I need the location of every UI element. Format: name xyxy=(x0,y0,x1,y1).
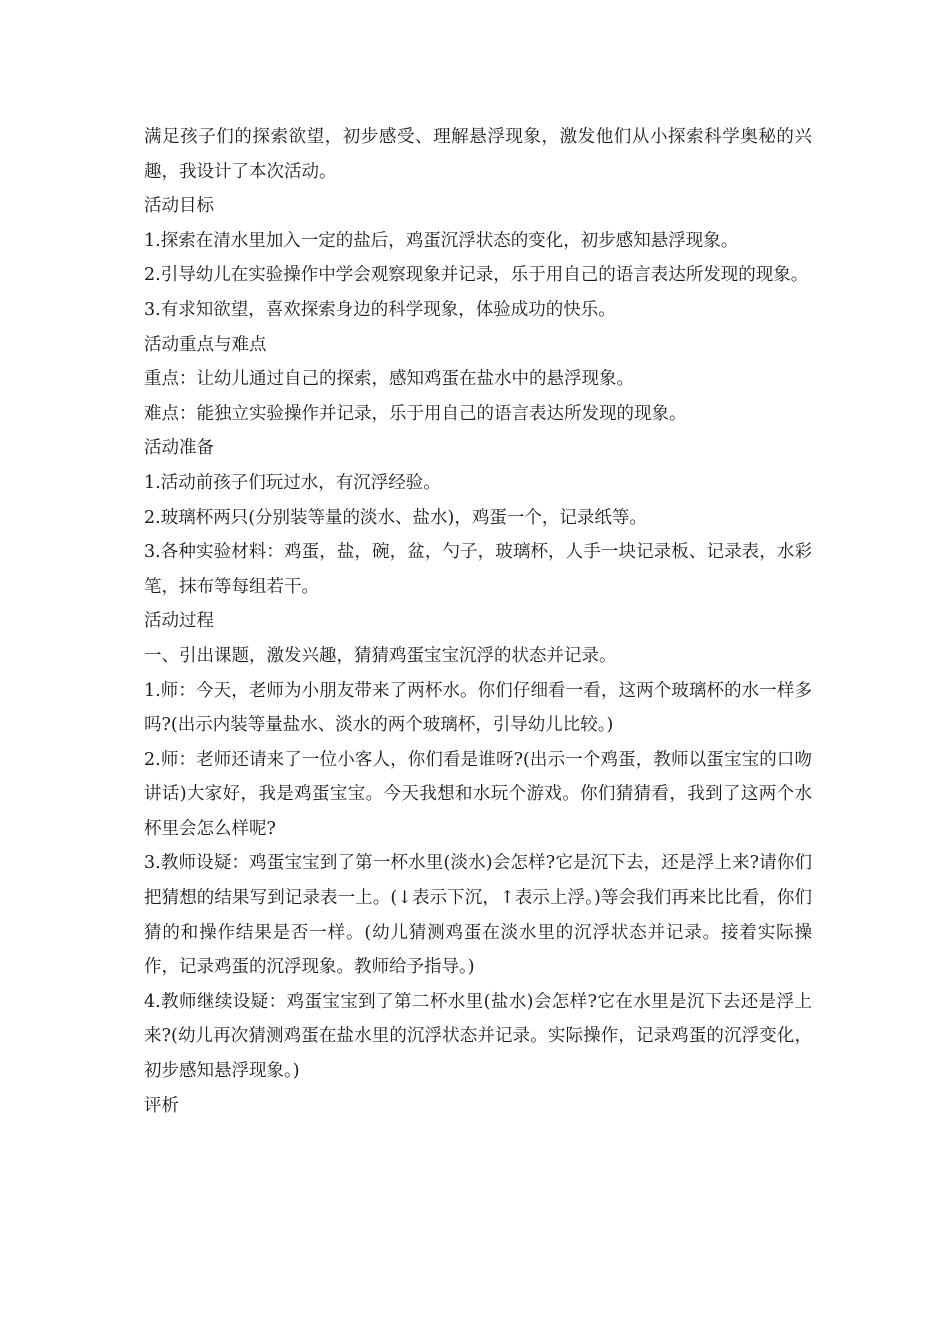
process-step-heading: 一、引出课题，激发兴趣，猜猜鸡蛋宝宝沉浮的状态并记录。 xyxy=(144,645,617,666)
process-item-4: 4.教师继续设疑：鸡蛋宝宝到了第二杯水里(盐水)会怎样?它在水里是沉下去还是浮上来?(幼儿再次猜测鸡蛋在盐水里的沉浮状态并记录。实际操作，记录鸡蛋的沉浮变化，初步感知悬浮现象。) xyxy=(144,991,812,1082)
preparation-item-1: 1.活动前孩子们玩过水，有沉浮经验。 xyxy=(144,472,441,493)
goal-item-2: 2.引导幼儿在实验操作中学会观察现象并记录，乐于用自己的语言表达所发现的现象。 xyxy=(144,265,809,286)
heading-analysis: 评析 xyxy=(144,1095,179,1116)
heading-key-points: 活动重点与难点 xyxy=(144,334,267,355)
heading-preparation: 活动准备 xyxy=(144,438,214,459)
process-item-1: 1.师：今天，老师为小朋友带来了两杯水。你们仔细看一看，这两个玻璃杯的水一样多吗?(出示内装等量盐水、淡水的两个玻璃杯，引导幼儿比较。) xyxy=(144,680,812,736)
heading-activity-goals: 活动目标 xyxy=(144,196,214,217)
key-point: 重点：让幼儿通过自己的探索，感知鸡蛋在盐水中的悬浮现象。 xyxy=(144,369,634,390)
process-item-2: 2.师：老师还请来了一位小客人，你们看是谁呀?(出示一个鸡蛋，教师以蛋宝宝的口吻讲话)大家好，我是鸡蛋宝宝。今天我想和水玩个游戏。你们猜猜看，我到了这两个水杯里会怎么样呢? xyxy=(144,749,812,839)
preparation-item-3: 3.各种实验材料：鸡蛋，盐，碗，盆，勺子，玻璃杯，人手一块记录板、记录表，水彩笔，抹布等每组若干。 xyxy=(144,542,812,597)
goal-item-1: 1.探索在清水里加入一定的盐后，鸡蛋沉浮状态的变化，初步感知悬浮现象。 xyxy=(144,230,739,251)
process-item-3: 3.教师设疑：鸡蛋宝宝到了第一杯水里(淡水)会怎样?它是沉下去，还是浮上来?请你们把猜想的结果写到记录表一上。(↓表示下沉，↑表示上浮。)等会我们再来比比看，你们猜的和操作结果是否一样。(幼儿猜测鸡蛋在淡水里的沉浮状态并记录。接着实际操作，记录鸡蛋的沉浮现象。教师给予指导。) xyxy=(144,853,812,978)
goal-item-3: 3.有求知欲望，喜欢探索身边的科学现象，体验成功的快乐。 xyxy=(144,299,616,320)
heading-process: 活动过程 xyxy=(144,611,214,632)
paragraph-intro: 满足孩子们的探索欲望，初步感受、理解悬浮现象，激发他们从小探索科学奥秘的兴趣，我设计了本次活动。 xyxy=(144,127,812,182)
preparation-item-2: 2.玻璃杯两只(分别装等量的淡水、盐水)，鸡蛋一个，记录纸等。 xyxy=(144,507,647,528)
document-body xyxy=(144,120,812,1123)
difficulty-point: 难点：能独立实验操作并记录，乐于用自己的语言表达所发现的现象。 xyxy=(144,403,687,424)
